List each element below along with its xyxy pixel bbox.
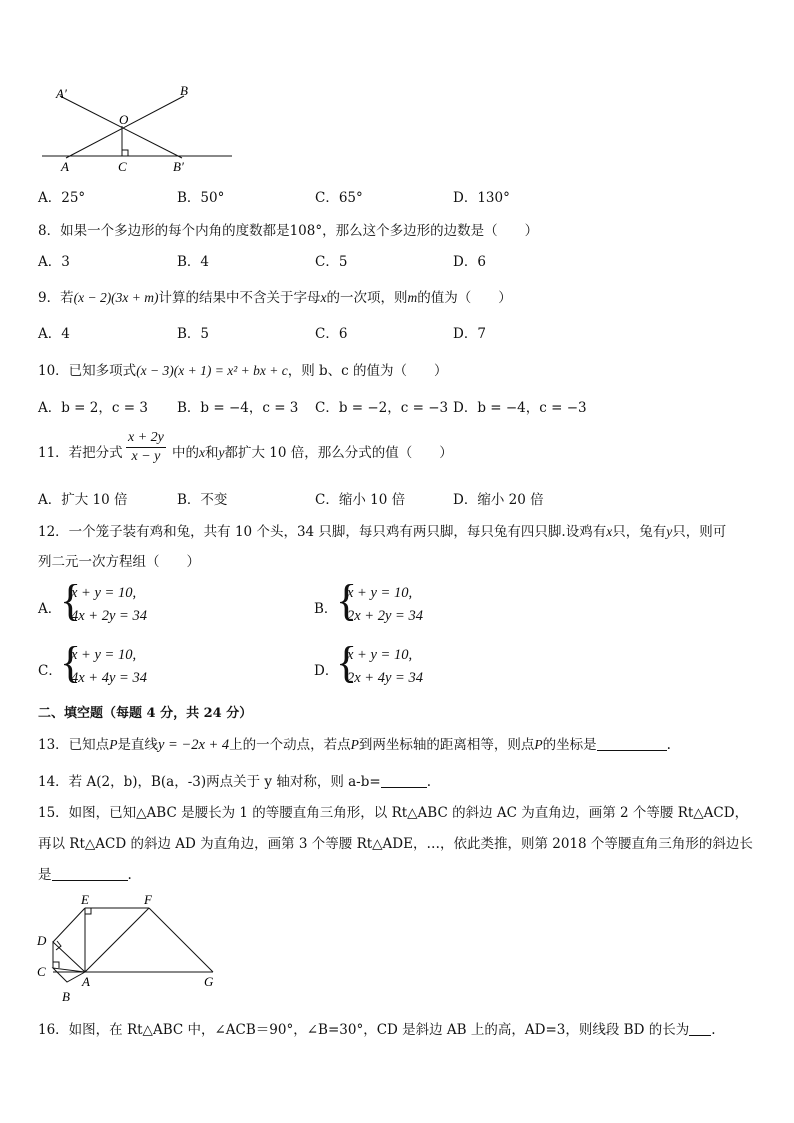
q12-option-c-eq1: x + y = 10, xyxy=(71,647,137,663)
label-a: A xyxy=(61,159,69,174)
label-b: B xyxy=(180,83,188,98)
label-f: F xyxy=(144,892,152,907)
label-e: E xyxy=(81,892,89,907)
label-a: A xyxy=(82,974,90,989)
q12-option-d-label: D． xyxy=(314,663,339,679)
q13-stem: 13．已知点P是直线y = −2x + 4上的一个动点，若点P到两坐标轴的距离相等，则点P的坐标是 . xyxy=(38,737,671,753)
q11-fraction xyxy=(126,430,166,465)
q9-option-a[interactable]: A．4 xyxy=(38,326,70,342)
q10-stem: 10．已知多项式(x − 3)(x + 1) = x² + bx + c，则 b、c 的值为（ ） xyxy=(38,363,448,379)
brace-icon: { xyxy=(336,576,358,625)
q7-option-a[interactable]: A．25° xyxy=(38,190,86,206)
q12-option-c[interactable] xyxy=(38,638,298,691)
q11-option-d[interactable]: D．缩小 20 倍 xyxy=(453,492,544,508)
q12-option-a-eq1: x + y = 10, xyxy=(71,585,137,601)
q15-answer-blank[interactable] xyxy=(52,866,128,881)
q10-option-c[interactable]: C．b = −2，c = −3 xyxy=(315,400,449,416)
label-c: C xyxy=(118,159,127,174)
q12-option-b-label: B． xyxy=(314,601,338,617)
label-d: D xyxy=(37,933,47,948)
brace-icon: { xyxy=(60,638,82,687)
q13-answer-blank[interactable] xyxy=(597,736,667,751)
q12-option-a-label: A． xyxy=(38,601,62,617)
q10-option-a[interactable]: A．b = 2，c = 3 xyxy=(38,400,148,416)
q16-answer-blank[interactable] xyxy=(689,1021,711,1036)
q11-numerator: x + 2y xyxy=(126,430,166,448)
q8-option-b[interactable]: B．4 xyxy=(177,254,210,270)
q7-option-d[interactable]: D．130° xyxy=(453,190,510,206)
q11-denominator: x − y xyxy=(131,449,161,464)
q12-stem-line2: 列二元一次方程组（ ） xyxy=(38,554,200,570)
q11-suffix: 中的x和y都扩大 10 倍，那么分式的值（ ） xyxy=(172,445,453,461)
q12-option-c-label: C． xyxy=(38,663,62,679)
section-title: 二、填空题（每题 4 分，共 24 分） xyxy=(38,706,253,721)
q10-option-d[interactable]: D．b = −4，c = −3 xyxy=(453,400,587,416)
q12-option-b-eq1: x + y = 10, xyxy=(347,585,413,601)
q14-answer-blank[interactable] xyxy=(381,773,427,788)
q8-option-a[interactable]: A．3 xyxy=(38,254,70,270)
brace-icon: { xyxy=(60,576,82,625)
q15-line1: 15．如图，已知△ABC 是腰长为 1 的等腰直角三角形，以 Rt△ABC 的斜边 AC 为直角边，画第 2 个等腰 Rt△ACD， xyxy=(38,805,749,821)
q9-stem: 9．若(x − 2)(3x + m)计算的结果中不含关于字母x的一次项，则m的值为（ ） xyxy=(38,290,512,306)
q9-option-d[interactable]: D．7 xyxy=(453,326,486,342)
q12-stem-line1: 12．一个笼子装有鸡和兔，共有 10 个头，34 只脚，每只鸡有两只脚，每只兔有四只脚.设鸡有x只，兔有y只，则可 xyxy=(38,524,727,540)
q8-stem: 8．如果一个多边形的每个内角的度数都是108°，那么这个多边形的边数是（ ） xyxy=(38,223,539,239)
q12-option-a-eq2: 4x + 2y = 34 xyxy=(71,608,147,624)
label-b-prime: B′ xyxy=(173,159,184,174)
label-c: C xyxy=(37,964,46,979)
q15-line2: 再以 Rt△ACD 的斜边 AD 为直角边，画第 3 个等腰 Rt△ADE，…，依此类推，则第 2018 个等腰直角三角形的斜边长 xyxy=(38,836,753,852)
q9-option-b[interactable]: B．5 xyxy=(177,326,210,342)
q16-stem: 16．如图，在 Rt△ABC 中，∠ACB＝90°，∠B=30°，CD 是斜边 AB 上的高，AD=3，则线段 BD 的长为 . xyxy=(38,1022,716,1038)
q11-option-b[interactable]: B．不变 xyxy=(177,492,228,508)
q11-option-c[interactable]: C．缩小 10 倍 xyxy=(315,492,406,508)
q12-option-a[interactable] xyxy=(38,576,298,629)
q10-option-b[interactable]: B．b = −4，c = 3 xyxy=(177,400,299,416)
label-a-prime: A′ xyxy=(56,86,67,101)
q8-option-d[interactable]: D．6 xyxy=(453,254,486,270)
q12-option-b-eq2: 2x + 2y = 34 xyxy=(347,608,423,624)
brace-icon: { xyxy=(336,638,358,687)
label-g: G xyxy=(204,974,214,989)
q7-option-b[interactable]: B．50° xyxy=(177,190,225,206)
q7-option-c[interactable]: C．65° xyxy=(315,190,363,206)
q15-line3: 是 . xyxy=(38,867,132,883)
q11-prefix: 11．若把分式 xyxy=(38,445,123,461)
q12-option-b[interactable] xyxy=(314,576,574,629)
q12-option-c-eq2: 4x + 4y = 34 xyxy=(71,670,147,686)
figure-isosceles-triangles xyxy=(32,890,232,1006)
q12-option-d-eq2: 2x + 4y = 34 xyxy=(347,670,423,686)
label-b: B xyxy=(62,989,70,1004)
q12-option-d[interactable] xyxy=(314,638,574,691)
q11-option-a[interactable]: A．扩大 10 倍 xyxy=(38,492,128,508)
label-o: O xyxy=(119,112,129,127)
q8-option-c[interactable]: C．5 xyxy=(315,254,348,270)
q14-stem: 14．若 A(2，b)，B(a，-3)两点关于 y 轴对称，则 a-b= . xyxy=(38,774,431,790)
figure-intersecting-lines xyxy=(38,82,238,178)
q12-option-d-eq1: x + y = 10, xyxy=(347,647,413,663)
q9-option-c[interactable]: C．6 xyxy=(315,326,348,342)
